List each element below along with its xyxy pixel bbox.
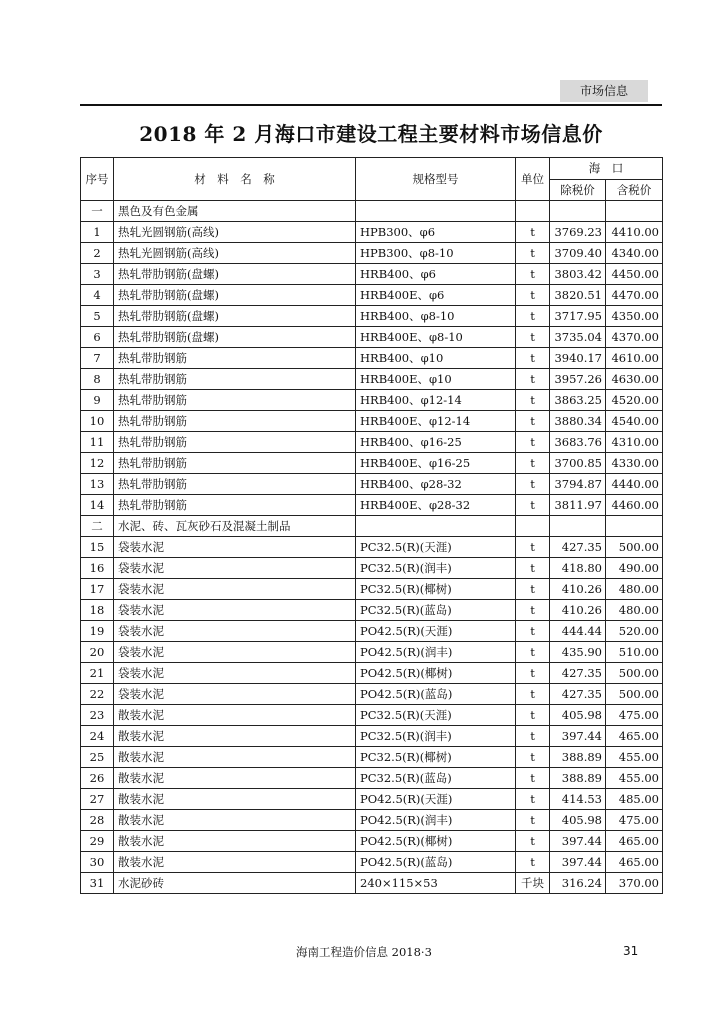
row-number: 3 bbox=[81, 264, 114, 285]
price-excl-tax: 3700.85 bbox=[550, 453, 606, 474]
spec-model: HRB400E、φ10 bbox=[356, 369, 516, 390]
unit: t bbox=[516, 789, 550, 810]
table-row bbox=[81, 558, 663, 579]
spec-model: PO42.5(R)(蓝岛) bbox=[356, 684, 516, 705]
row-number: 25 bbox=[81, 747, 114, 768]
table-row bbox=[81, 873, 663, 894]
row-number: 16 bbox=[81, 558, 114, 579]
table-row bbox=[81, 726, 663, 747]
header-region: 海 口 bbox=[550, 158, 663, 180]
unit: t bbox=[516, 747, 550, 768]
material-name: 袋装水泥 bbox=[114, 663, 356, 684]
price-incl-tax: 455.00 bbox=[606, 747, 663, 768]
row-number: 10 bbox=[81, 411, 114, 432]
unit: t bbox=[516, 369, 550, 390]
price-incl-tax: 4310.00 bbox=[606, 432, 663, 453]
unit: t bbox=[516, 432, 550, 453]
price-excl-tax: 418.80 bbox=[550, 558, 606, 579]
table-row bbox=[81, 747, 663, 768]
price-excl-tax: 3957.26 bbox=[550, 369, 606, 390]
section-number: 二 bbox=[81, 516, 114, 537]
price-incl-cell bbox=[606, 516, 663, 537]
table-row bbox=[81, 684, 663, 705]
spec-model: HRB400、φ12-14 bbox=[356, 390, 516, 411]
price-excl-cell bbox=[550, 201, 606, 222]
row-number: 15 bbox=[81, 537, 114, 558]
price-incl-tax: 4610.00 bbox=[606, 348, 663, 369]
table-row bbox=[81, 411, 663, 432]
material-name: 袋装水泥 bbox=[114, 642, 356, 663]
price-excl-tax: 397.44 bbox=[550, 831, 606, 852]
table-row bbox=[81, 222, 663, 243]
header-price-excl: 除税价 bbox=[550, 179, 606, 201]
spec-model: PO42.5(R)(润丰) bbox=[356, 642, 516, 663]
unit: t bbox=[516, 264, 550, 285]
spec-model: HPB300、φ8-10 bbox=[356, 243, 516, 264]
price-incl-tax: 480.00 bbox=[606, 579, 663, 600]
price-table bbox=[80, 157, 663, 894]
price-incl-tax: 465.00 bbox=[606, 831, 663, 852]
material-name: 袋装水泥 bbox=[114, 558, 356, 579]
header-unit: 单位 bbox=[516, 158, 550, 201]
spec-model: PO42.5(R)(椰树) bbox=[356, 663, 516, 684]
price-incl-tax: 490.00 bbox=[606, 558, 663, 579]
row-number: 14 bbox=[81, 495, 114, 516]
table-row bbox=[81, 264, 663, 285]
unit: t bbox=[516, 537, 550, 558]
price-incl-tax: 475.00 bbox=[606, 810, 663, 831]
price-excl-tax: 3940.17 bbox=[550, 348, 606, 369]
price-incl-tax: 455.00 bbox=[606, 768, 663, 789]
table-row bbox=[81, 243, 663, 264]
spec-model: HRB400、φ28-32 bbox=[356, 474, 516, 495]
spec-model: HRB400、φ6 bbox=[356, 264, 516, 285]
material-name: 热轧带肋钢筋(盘螺) bbox=[114, 327, 356, 348]
price-incl-tax: 465.00 bbox=[606, 726, 663, 747]
price-incl-tax: 485.00 bbox=[606, 789, 663, 810]
material-name: 热轧带肋钢筋 bbox=[114, 453, 356, 474]
section-tag: 市场信息 bbox=[560, 80, 648, 102]
price-incl-tax: 475.00 bbox=[606, 705, 663, 726]
spec-model: PC32.5(R)(润丰) bbox=[356, 558, 516, 579]
price-incl-tax: 4470.00 bbox=[606, 285, 663, 306]
row-number: 17 bbox=[81, 579, 114, 600]
row-number: 6 bbox=[81, 327, 114, 348]
price-incl-tax: 500.00 bbox=[606, 684, 663, 705]
price-incl-tax: 465.00 bbox=[606, 852, 663, 873]
unit-cell bbox=[516, 516, 550, 537]
page-title: 2018 年 2 月海口市建设工程主要材料市场信息价 bbox=[139, 122, 603, 146]
table-row bbox=[81, 495, 663, 516]
price-excl-tax: 410.26 bbox=[550, 600, 606, 621]
header-rule bbox=[80, 104, 662, 106]
spec-model: HRB400E、φ28-32 bbox=[356, 495, 516, 516]
row-number: 12 bbox=[81, 453, 114, 474]
section-row bbox=[81, 516, 663, 537]
material-name: 热轧带肋钢筋 bbox=[114, 348, 356, 369]
table-row bbox=[81, 642, 663, 663]
unit: t bbox=[516, 726, 550, 747]
table-row bbox=[81, 285, 663, 306]
unit: t bbox=[516, 327, 550, 348]
spec-model: HRB400、φ8-10 bbox=[356, 306, 516, 327]
row-number: 20 bbox=[81, 642, 114, 663]
price-excl-tax: 397.44 bbox=[550, 852, 606, 873]
table-row bbox=[81, 663, 663, 684]
price-excl-tax: 3811.97 bbox=[550, 495, 606, 516]
price-incl-tax: 4370.00 bbox=[606, 327, 663, 348]
price-excl-tax: 405.98 bbox=[550, 705, 606, 726]
table-row bbox=[81, 390, 663, 411]
material-name: 热轧带肋钢筋 bbox=[114, 411, 356, 432]
material-name: 热轧带肋钢筋 bbox=[114, 495, 356, 516]
spec-model: HRB400E、φ8-10 bbox=[356, 327, 516, 348]
row-number: 29 bbox=[81, 831, 114, 852]
unit: t bbox=[516, 852, 550, 873]
price-incl-tax: 520.00 bbox=[606, 621, 663, 642]
unit: t bbox=[516, 411, 550, 432]
table-row bbox=[81, 453, 663, 474]
row-number: 24 bbox=[81, 726, 114, 747]
price-incl-tax: 500.00 bbox=[606, 537, 663, 558]
price-incl-cell bbox=[606, 201, 663, 222]
unit: t bbox=[516, 600, 550, 621]
unit: t bbox=[516, 579, 550, 600]
material-name: 热轧带肋钢筋(盘螺) bbox=[114, 306, 356, 327]
table-row bbox=[81, 789, 663, 810]
material-name: 散装水泥 bbox=[114, 768, 356, 789]
unit: t bbox=[516, 768, 550, 789]
row-number: 27 bbox=[81, 789, 114, 810]
material-name: 散装水泥 bbox=[114, 789, 356, 810]
price-excl-tax: 316.24 bbox=[550, 873, 606, 894]
unit: t bbox=[516, 684, 550, 705]
row-number: 18 bbox=[81, 600, 114, 621]
price-incl-tax: 4330.00 bbox=[606, 453, 663, 474]
row-number: 30 bbox=[81, 852, 114, 873]
unit: t bbox=[516, 663, 550, 684]
material-name: 袋装水泥 bbox=[114, 684, 356, 705]
section-title: 水泥、砖、瓦灰砂石及混凝土制品 bbox=[114, 516, 356, 537]
unit: t bbox=[516, 306, 550, 327]
unit: t bbox=[516, 390, 550, 411]
unit: t bbox=[516, 453, 550, 474]
unit: t bbox=[516, 285, 550, 306]
row-number: 4 bbox=[81, 285, 114, 306]
price-incl-tax: 510.00 bbox=[606, 642, 663, 663]
row-number: 28 bbox=[81, 810, 114, 831]
table-row bbox=[81, 537, 663, 558]
price-excl-tax: 3803.42 bbox=[550, 264, 606, 285]
unit: t bbox=[516, 705, 550, 726]
material-name: 热轧光圆钢筋(高线) bbox=[114, 243, 356, 264]
price-excl-tax: 3880.34 bbox=[550, 411, 606, 432]
header-no: 序号 bbox=[81, 158, 114, 201]
spec-cell bbox=[356, 516, 516, 537]
table-row bbox=[81, 327, 663, 348]
price-incl-tax: 480.00 bbox=[606, 600, 663, 621]
spec-model: HRB400、φ16-25 bbox=[356, 432, 516, 453]
material-name: 散装水泥 bbox=[114, 726, 356, 747]
spec-model: PO42.5(R)(润丰) bbox=[356, 810, 516, 831]
row-number: 2 bbox=[81, 243, 114, 264]
material-name: 散装水泥 bbox=[114, 747, 356, 768]
spec-model: PC32.5(R)(润丰) bbox=[356, 726, 516, 747]
material-name: 热轧带肋钢筋 bbox=[114, 369, 356, 390]
unit: t bbox=[516, 348, 550, 369]
price-excl-tax: 410.26 bbox=[550, 579, 606, 600]
material-name: 水泥砂砖 bbox=[114, 873, 356, 894]
price-excl-tax: 388.89 bbox=[550, 768, 606, 789]
row-number: 13 bbox=[81, 474, 114, 495]
price-excl-tax: 427.35 bbox=[550, 537, 606, 558]
price-excl-tax: 3820.51 bbox=[550, 285, 606, 306]
table-row bbox=[81, 579, 663, 600]
price-excl-cell bbox=[550, 516, 606, 537]
material-name: 热轧带肋钢筋 bbox=[114, 432, 356, 453]
section-row bbox=[81, 201, 663, 222]
table-row bbox=[81, 810, 663, 831]
unit: t bbox=[516, 642, 550, 663]
header-price-incl: 含税价 bbox=[606, 179, 663, 201]
price-excl-tax: 3709.40 bbox=[550, 243, 606, 264]
price-excl-tax: 388.89 bbox=[550, 747, 606, 768]
spec-model: 240×115×53 bbox=[356, 873, 516, 894]
table-row bbox=[81, 768, 663, 789]
page-number: 31 bbox=[623, 944, 639, 958]
row-number: 8 bbox=[81, 369, 114, 390]
table-row bbox=[81, 369, 663, 390]
unit: 千块 bbox=[516, 873, 550, 894]
row-number: 7 bbox=[81, 348, 114, 369]
material-name: 散装水泥 bbox=[114, 831, 356, 852]
material-name: 袋装水泥 bbox=[114, 579, 356, 600]
spec-model: PO42.5(R)(天涯) bbox=[356, 621, 516, 642]
price-excl-tax: 3735.04 bbox=[550, 327, 606, 348]
price-incl-tax: 4350.00 bbox=[606, 306, 663, 327]
price-excl-tax: 405.98 bbox=[550, 810, 606, 831]
price-excl-tax: 397.44 bbox=[550, 726, 606, 747]
material-name: 热轧带肋钢筋(盘螺) bbox=[114, 285, 356, 306]
unit: t bbox=[516, 495, 550, 516]
price-incl-tax: 4520.00 bbox=[606, 390, 663, 411]
price-excl-tax: 3717.95 bbox=[550, 306, 606, 327]
price-incl-tax: 4450.00 bbox=[606, 264, 663, 285]
table-row bbox=[81, 621, 663, 642]
section-number: 一 bbox=[81, 201, 114, 222]
spec-model: HRB400E、φ6 bbox=[356, 285, 516, 306]
spec-model: PC32.5(R)(椰树) bbox=[356, 747, 516, 768]
price-incl-tax: 370.00 bbox=[606, 873, 663, 894]
unit: t bbox=[516, 831, 550, 852]
row-number: 31 bbox=[81, 873, 114, 894]
price-table-body bbox=[81, 201, 663, 894]
table-row bbox=[81, 831, 663, 852]
row-number: 22 bbox=[81, 684, 114, 705]
row-number: 11 bbox=[81, 432, 114, 453]
spec-model: HPB300、φ6 bbox=[356, 222, 516, 243]
spec-model: PO42.5(R)(蓝岛) bbox=[356, 852, 516, 873]
price-incl-tax: 4340.00 bbox=[606, 243, 663, 264]
spec-model: PO42.5(R)(天涯) bbox=[356, 789, 516, 810]
material-name: 散装水泥 bbox=[114, 810, 356, 831]
spec-model: HRB400E、φ16-25 bbox=[356, 453, 516, 474]
material-name: 袋装水泥 bbox=[114, 600, 356, 621]
table-row bbox=[81, 474, 663, 495]
row-number: 5 bbox=[81, 306, 114, 327]
price-incl-tax: 500.00 bbox=[606, 663, 663, 684]
table-row bbox=[81, 852, 663, 873]
price-excl-tax: 427.35 bbox=[550, 684, 606, 705]
table-row bbox=[81, 348, 663, 369]
price-excl-tax: 435.90 bbox=[550, 642, 606, 663]
price-incl-tax: 4460.00 bbox=[606, 495, 663, 516]
header-name: 材 料 名 称 bbox=[114, 158, 356, 201]
spec-model: PC32.5(R)(天涯) bbox=[356, 705, 516, 726]
spec-model: HRB400E、φ12-14 bbox=[356, 411, 516, 432]
material-name: 袋装水泥 bbox=[114, 537, 356, 558]
row-number: 23 bbox=[81, 705, 114, 726]
unit: t bbox=[516, 243, 550, 264]
material-name: 热轧带肋钢筋(盘螺) bbox=[114, 264, 356, 285]
price-excl-tax: 3683.76 bbox=[550, 432, 606, 453]
table-row bbox=[81, 600, 663, 621]
row-number: 26 bbox=[81, 768, 114, 789]
price-incl-tax: 4540.00 bbox=[606, 411, 663, 432]
row-number: 21 bbox=[81, 663, 114, 684]
spec-model: PC32.5(R)(蓝岛) bbox=[356, 768, 516, 789]
price-excl-tax: 3863.25 bbox=[550, 390, 606, 411]
spec-model: PO42.5(R)(椰树) bbox=[356, 831, 516, 852]
table-row bbox=[81, 306, 663, 327]
price-incl-tax: 4630.00 bbox=[606, 369, 663, 390]
unit: t bbox=[516, 621, 550, 642]
spec-model: PC32.5(R)(天涯) bbox=[356, 537, 516, 558]
spec-model: PC32.5(R)(椰树) bbox=[356, 579, 516, 600]
material-name: 热轧光圆钢筋(高线) bbox=[114, 222, 356, 243]
spec-model: HRB400、φ10 bbox=[356, 348, 516, 369]
unit: t bbox=[516, 474, 550, 495]
price-excl-tax: 427.35 bbox=[550, 663, 606, 684]
table-row bbox=[81, 432, 663, 453]
row-number: 19 bbox=[81, 621, 114, 642]
material-name: 散装水泥 bbox=[114, 852, 356, 873]
row-number: 1 bbox=[81, 222, 114, 243]
price-incl-tax: 4440.00 bbox=[606, 474, 663, 495]
section-title: 黑色及有色金属 bbox=[114, 201, 356, 222]
material-name: 散装水泥 bbox=[114, 705, 356, 726]
price-excl-tax: 3794.87 bbox=[550, 474, 606, 495]
material-name: 热轧带肋钢筋 bbox=[114, 390, 356, 411]
unit-cell bbox=[516, 201, 550, 222]
spec-cell bbox=[356, 201, 516, 222]
spec-model: PC32.5(R)(蓝岛) bbox=[356, 600, 516, 621]
unit: t bbox=[516, 558, 550, 579]
price-excl-tax: 414.53 bbox=[550, 789, 606, 810]
table-row bbox=[81, 705, 663, 726]
material-name: 袋装水泥 bbox=[114, 621, 356, 642]
price-incl-tax: 4410.00 bbox=[606, 222, 663, 243]
material-name: 热轧带肋钢筋 bbox=[114, 474, 356, 495]
unit: t bbox=[516, 810, 550, 831]
price-excl-tax: 3769.23 bbox=[550, 222, 606, 243]
header-spec: 规格型号 bbox=[356, 158, 516, 201]
price-excl-tax: 444.44 bbox=[550, 621, 606, 642]
unit: t bbox=[516, 222, 550, 243]
publication-name: 海南工程造价信息 2018·3 bbox=[296, 945, 432, 959]
row-number: 9 bbox=[81, 390, 114, 411]
